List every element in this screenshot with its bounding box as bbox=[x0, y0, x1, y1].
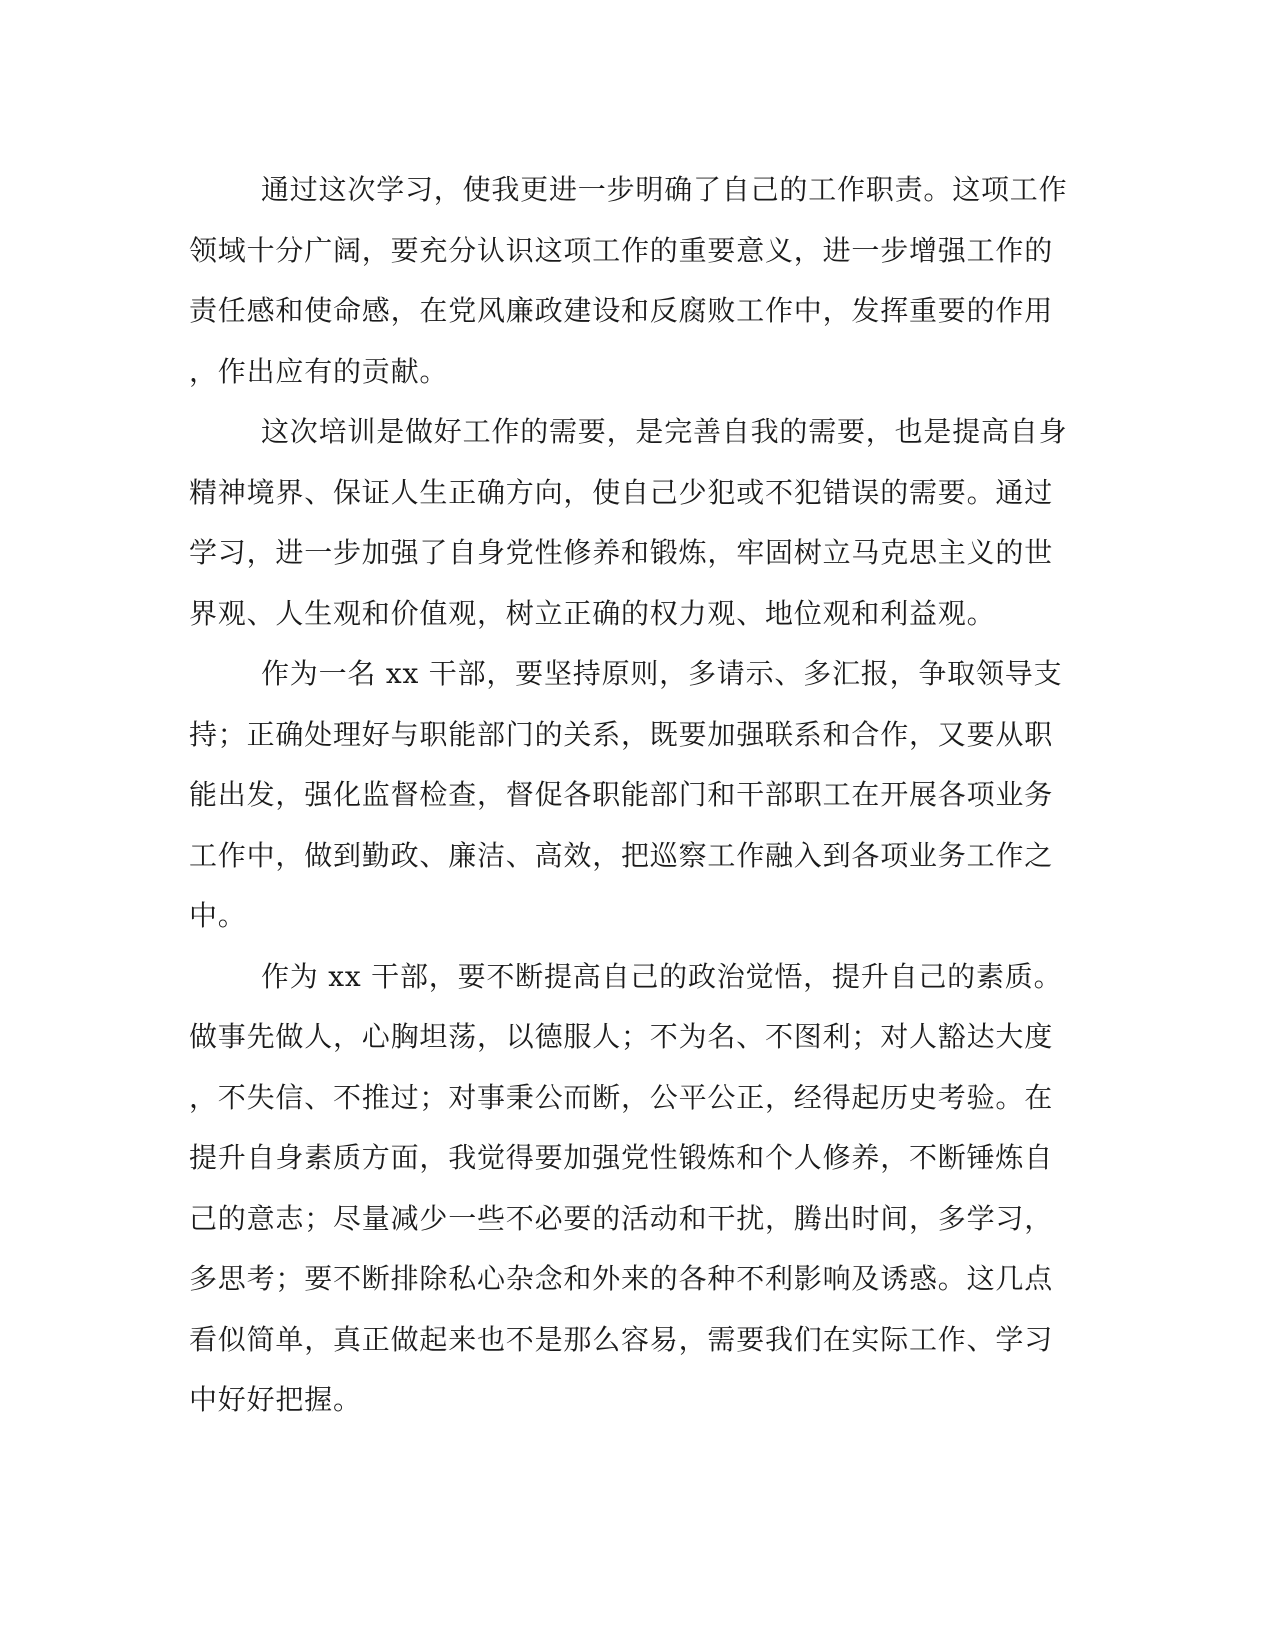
text-line: 通过这次学习，使我更进一步明确了自己的工作职责。这项工作 bbox=[261, 173, 1068, 206]
text-line: 责任感和使命感，在党风廉政建设和反腐败工作中，发挥重要的作用 bbox=[189, 294, 1054, 327]
paragraph-2 bbox=[189, 402, 1069, 644]
text-line: 中好好把握。 bbox=[189, 1383, 362, 1416]
text-line: 领域十分广阔，要充分认识这项工作的重要意义，进一步增强工作的 bbox=[189, 233, 1054, 267]
text-line: 看似简单，真正做起来也不是那么容易，需要我们在实际工作、学习 bbox=[189, 1322, 1054, 1356]
text-line: 能出发，强化监督检查，督促各职能部门和干部职工在开展各项业务 bbox=[189, 778, 1054, 811]
text-line: 中。 bbox=[189, 899, 247, 932]
text-line: 学习，进一步加强了自身党性修养和锻炼，牢固树立马克思主义的世 bbox=[189, 536, 1054, 569]
text-line: 己的意志；尽量减少一些不必要的活动和干扰，腾出时间，多学习， bbox=[189, 1201, 1054, 1235]
text-line: 持；正确处理好与职能部门的关系，既要加强联系和合作，又要从职 bbox=[189, 717, 1054, 751]
text-line: 作为 xx 干部，要不断提高自己的政治觉悟，提升自己的素质。 bbox=[261, 959, 1063, 993]
text-line: 工作中，做到勤政、廉洁、高效，把巡察工作融入到各项业务工作之 bbox=[189, 838, 1054, 872]
text-line: 作为一名 xx 干部，要坚持原则，多请示、多汇报，争取领导支 bbox=[261, 657, 1063, 690]
paragraph-1 bbox=[189, 160, 1069, 402]
text-line: ，作出应有的贡献。 bbox=[189, 354, 449, 388]
paragraph-4 bbox=[189, 947, 1069, 1431]
text-line: 提升自身素质方面，我觉得要加强党性锻炼和个人修养，不断锤炼自 bbox=[189, 1141, 1054, 1174]
paragraph-3 bbox=[189, 644, 1069, 947]
text-line: 精神境界、保证人生正确方向，使自己少犯或不犯错误的需要。通过 bbox=[189, 475, 1054, 509]
document-body bbox=[189, 160, 1069, 1431]
text-line: 多思考；要不断排除私心杂念和外来的各种不利影响及诱惑。这几点 bbox=[189, 1262, 1054, 1295]
text-line: 界观、人生观和价值观，树立正确的权力观、地位观和利益观。 bbox=[189, 596, 996, 630]
text-line: 做事先做人，心胸坦荡，以德服人；不为名、不图利；对人豁达大度 bbox=[189, 1020, 1054, 1053]
text-line: ，不失信、不推过；对事秉公而断，公平公正，经得起历史考验。在 bbox=[189, 1080, 1054, 1114]
text-line: 这次培训是做好工作的需要，是完善自我的需要，也是提高自身 bbox=[261, 415, 1068, 448]
